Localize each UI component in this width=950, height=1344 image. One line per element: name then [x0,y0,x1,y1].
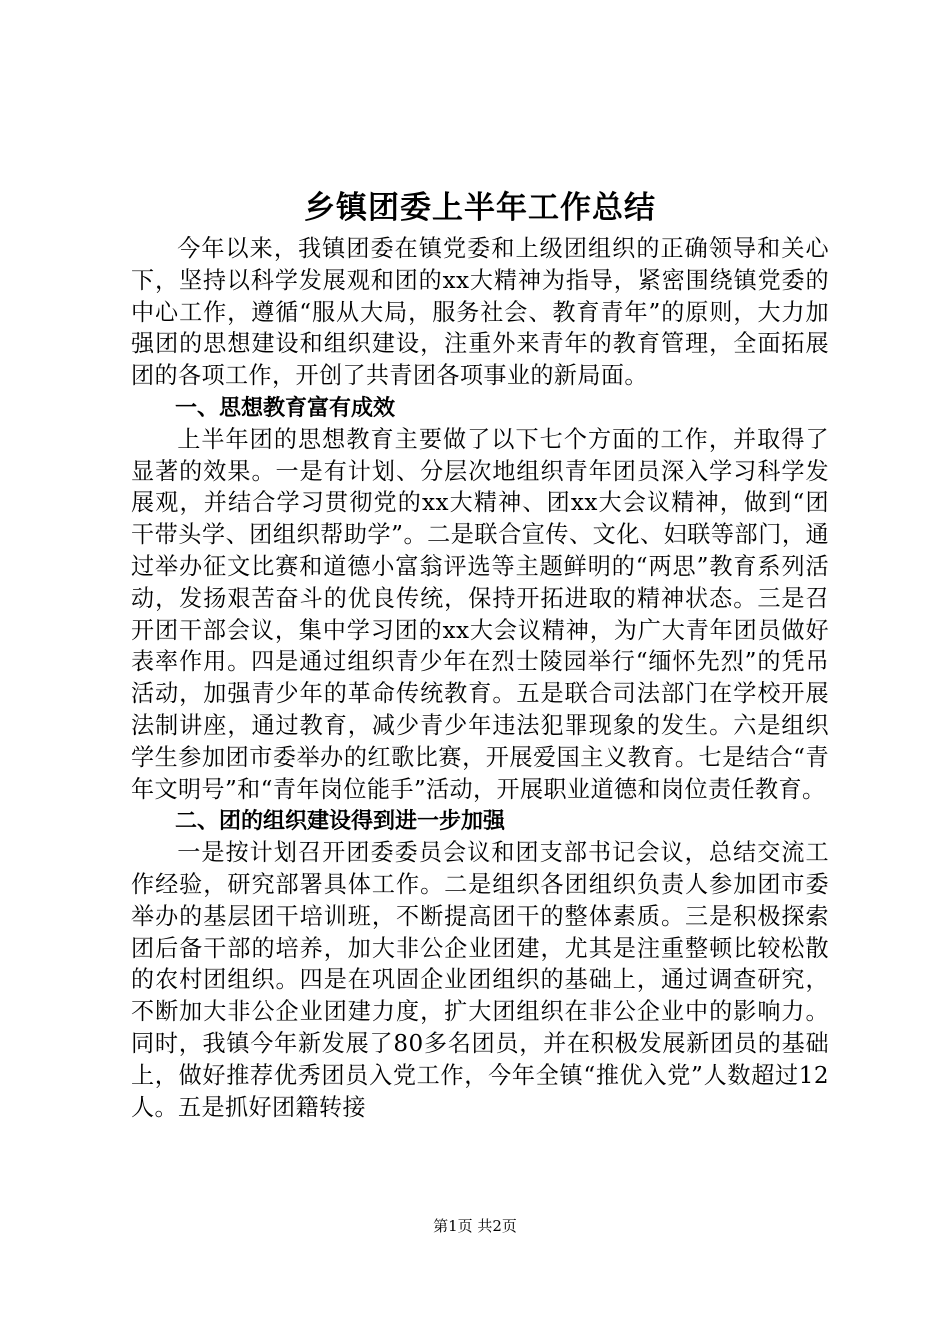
intro-paragraph: 今年以来，我镇团委在镇党委和上级团组织的正确领导和关心下，坚持以科学发展观和团的xx大精神为指导，紧密围绕镇党委的中心工作，遵循“服从大局，服务社会、教育青年”的原则，大力加强团的思想建设和组织建设，注重外来青年的教育管理，全面拓展团的各项工作，开创了共青团各项事业的新局面。 [131,236,829,390]
section-2-body: 一是按计划召开团委委员会议和团支部书记会议，总结交流工作经验，研究部署具体工作。二是组织各团组织负责人参加团市委举办的基层团干培训班，不断提高团干的整体素质。三是积极探索团后备干部的培养，加大非公企业团建，尤其是注重整顿比较松散的农村团组织。四是在巩固企业团组织的基础上，通过调查研究，不断加大非公企业团建力度，扩大团组织在非公企业中的影响力。同时，我镇今年新发展了80多名团员，并在积极发展新团员的基础上，做好推荐优秀团员入党工作，今年全镇“推优入党”人数超过12人。五是抓好团籍转接 [131,840,829,1121]
page-footer: 第1页 共2页 [433,1217,517,1235]
section-2-heading: 二、团的组织建设得到进一步加强 [175,809,506,835]
section-1-heading: 一、思想教育富有成效 [175,395,396,421]
section-1-body: 上半年团的思想教育主要做了以下七个方面的工作，并取得了显著的效果。一是有计划、分层次地组织青年团员深入学习科学发展观，并结合学习贯彻党的xx大精神、团xx大会议精神，做到“团干带头学、团组织帮助学”。二是联合宣传、文化、妇联等部门，通过举办征文比赛和道德小富翁评选等主题鲜明的“两思”教育系列活动，发扬艰苦奋斗的优良传统，保持开拓进取的精神状态。三是召开团干部会议，集中学习团的xx大会议精神，为广大青年团员做好表率作用。四是通过组织青少年在烈士陵园举行“缅怀先烈”的凭吊活动，加强青少年的革命传统教育。五是联合司法部门在学校开展法制讲座，通过教育，减少青少年违法犯罪现象的发生。六是组织学生参加团市委举办的红歌比赛，开展爱国主义教育。七是结合“青年文明号”和“青年岗位能手”活动，开展职业道德和岗位责任教育。 [131,426,829,803]
document-page [131,186,829,1124]
document-title: 乡镇团委上半年工作总结 [304,190,656,226]
